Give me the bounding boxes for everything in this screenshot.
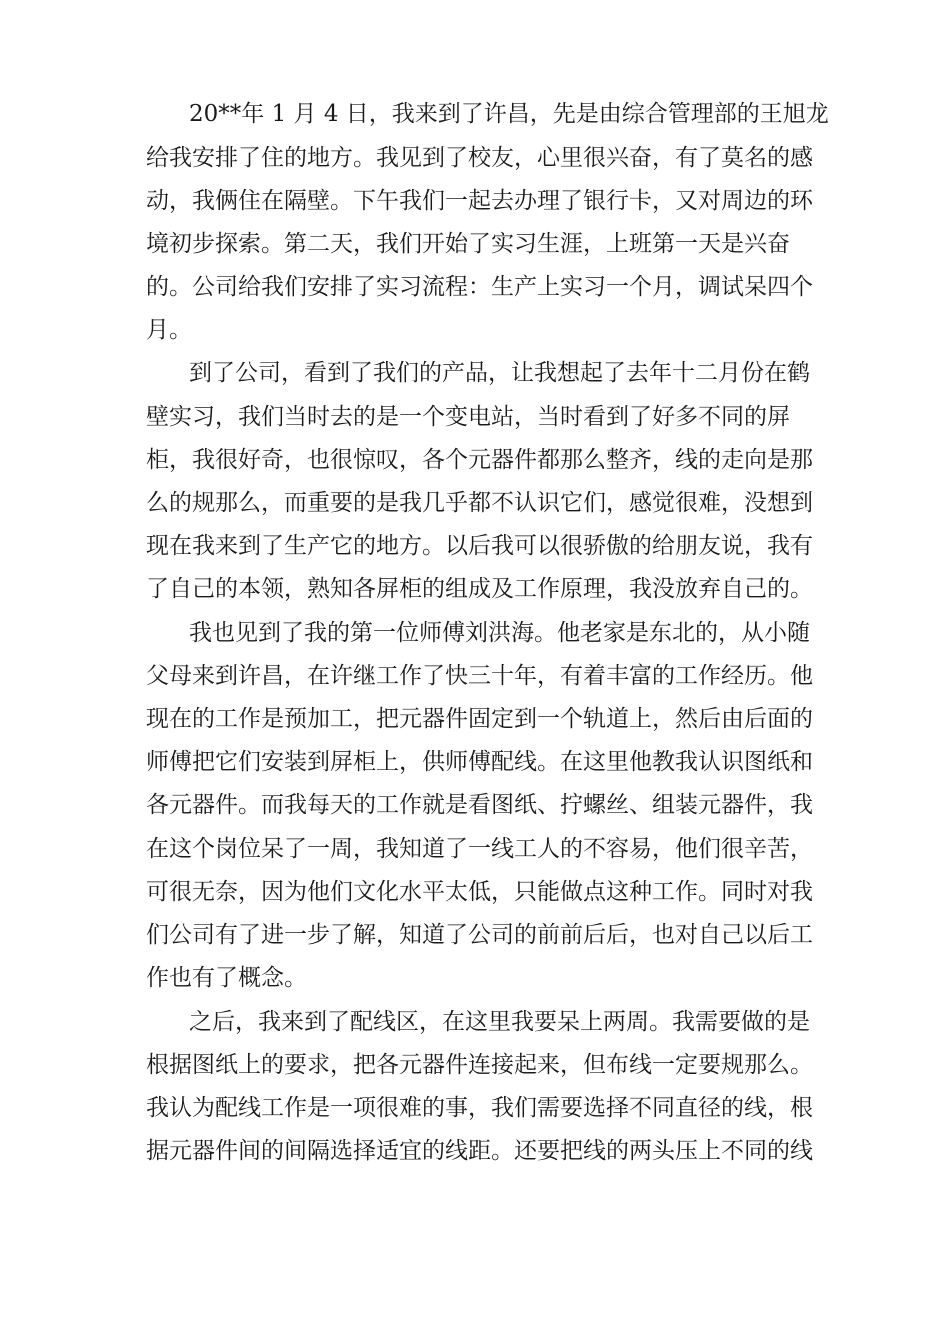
paragraph-3-line-8: 们公司有了进一步了解，知道了公司的前前后后，也对自己以后工 [146,922,813,948]
paragraph-1-line-6: 月。 [146,317,192,343]
paragraph-3-line-7: 可很无奈，因为他们文化水平太低，只能做点这种工作。同时对我 [146,879,813,905]
paragraph-4-line-3: 我认为配线工作是一项很难的事，我们需要选择不同直径的线，根 [146,1095,813,1121]
paragraph-2-line-6: 了自己的本领，熟知各屏柜的组成及工作原理，我没放弃自己的。 [146,576,813,602]
paragraph-2-line-1: 到了公司，看到了我们的产品，让我想起了去年十二月份在鹤 [189,360,810,386]
paragraph-1-line-2: 给我安排了住的地方。我见到了校友，心里很兴奋，有了莫名的感 [146,145,813,171]
paragraph-3-line-1: 我也见到了我的第一位师傅刘洪海。他老家是东北的，从小随 [189,620,810,646]
paragraph-2-line-5: 现在我来到了生产它的地方。以后我可以很骄傲的给朋友说，我有 [146,533,813,559]
paragraph-3-line-3: 现在的工作是预加工，把元器件固定到一个轨道上，然后由后面的 [146,706,813,732]
paragraph-2-line-4: 么的规那么，而重要的是我几乎都不认识它们，感觉很难，没想到 [146,490,813,516]
paragraph-2-line-2: 壁实习，我们当时去的是一个变电站，当时看到了好多不同的屏 [146,404,790,430]
paragraph-3-line-4: 师傅把它们安装到屏柜上，供师傅配线。在这里他教我认识图纸和 [146,749,813,775]
paragraph-4-line-4: 据元器件间的间隔选择适宜的线距。还要把线的两头压上不同的线 [146,1138,813,1164]
paragraph-1-line-5: 的。公司给我们安排了实习流程：生产上实习一个月，调试呆四个 [146,274,813,300]
paragraph-2-line-3: 柜，我很好奇，也很惊叹，各个元器件都那么整齐，线的走向是那 [146,447,813,473]
paragraph-1-line-3: 动，我俩住在隔壁。下午我们一起去办理了银行卡，又对周边的环 [146,188,813,214]
paragraph-1-line-4: 境初步探索。第二天，我们开始了实习生涯，上班第一天是兴奋 [146,231,790,257]
paragraph-4-line-1: 之后，我来到了配线区，在这里我要呆上两周。我需要做的是 [189,1009,810,1035]
paragraph-4-line-2: 根据图纸上的要求，把各元器件连接起来，但布线一定要规那么。 [146,1052,813,1078]
paragraph-3-line-9: 作也有了概念。 [146,965,307,991]
paragraph-1-line-1: 20**年 1 月 4 日，我来到了许昌，先是由综合管理部的王旭龙 [189,101,829,127]
paragraph-3-line-2: 父母来到许昌，在许继工作了快三十年，有着丰富的工作经历。他 [146,663,813,689]
paragraph-3-line-5: 各元器件。而我每天的工作就是看图纸、拧螺丝、组装元器件，我 [146,792,813,818]
paragraph-3-line-6: 在这个岗位呆了一周，我知道了一线工人的不容易，他们很辛苦， [146,836,813,862]
